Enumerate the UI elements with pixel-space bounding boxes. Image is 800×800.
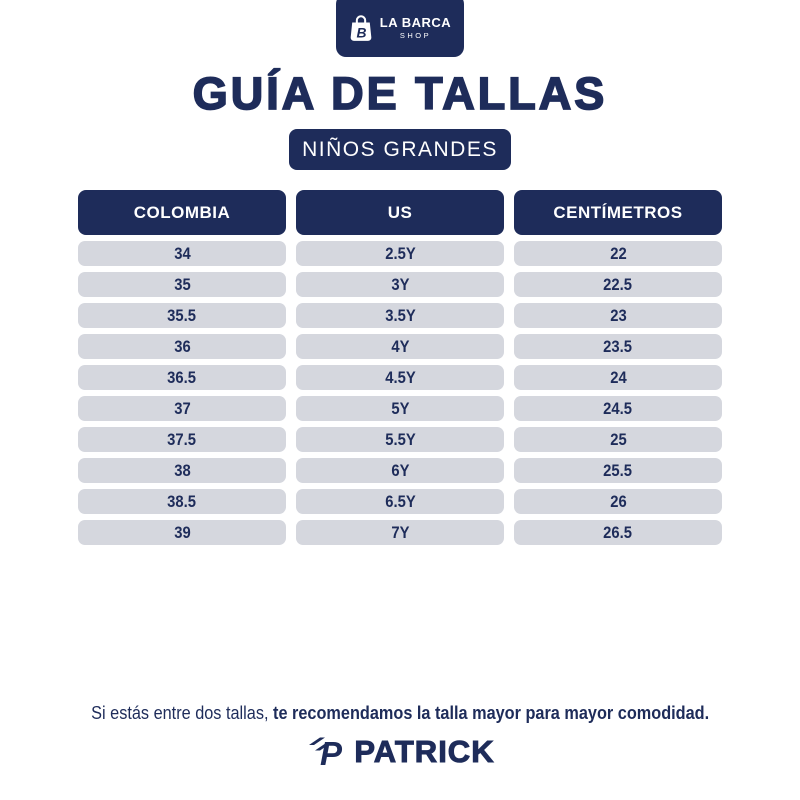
- table-cell: 34: [78, 241, 286, 266]
- table-cell: 2.5Y: [296, 241, 504, 266]
- table-cell: 7Y: [296, 520, 504, 545]
- brand-top-name: LA BARCA: [379, 14, 452, 30]
- table-cell: 6Y: [296, 458, 504, 483]
- table-cell: 39: [78, 520, 286, 545]
- table-cell: 36.5: [78, 365, 286, 390]
- brand-bottom-name: PATRICK: [354, 734, 495, 769]
- table-cell: 6.5Y: [296, 489, 504, 514]
- la-barca-logo: [336, 0, 464, 57]
- table-cell: 35.5: [78, 303, 286, 328]
- table-cell: 26.5: [514, 520, 722, 545]
- fit-note-regular: Si estás entre dos tallas,: [90, 702, 269, 723]
- patrick-logo: [0, 736, 800, 767]
- shopping-bag-icon: [349, 14, 373, 42]
- header-label: COLOMBIA: [133, 202, 231, 222]
- table-cell: 37.5: [78, 427, 286, 452]
- table-cell: 4Y: [296, 334, 504, 359]
- table-cell: 23.5: [514, 334, 722, 359]
- table-header-us: [296, 190, 504, 235]
- table-cell: 5Y: [296, 396, 504, 421]
- table-cell: 35: [78, 272, 286, 297]
- table-cell: 24: [514, 365, 722, 390]
- page-title: GUÍA DE TALLAS: [192, 68, 608, 119]
- table-cell: 5.5Y: [296, 427, 504, 452]
- table-cell: 24.5: [514, 396, 722, 421]
- table-cell: 23: [514, 303, 722, 328]
- svg-text:P: P: [320, 736, 343, 767]
- table-cell: 36: [78, 334, 286, 359]
- patrick-p-icon: [305, 736, 349, 767]
- table-cell: 26: [514, 489, 722, 514]
- table-cell: 25.5: [514, 458, 722, 483]
- table-cell: 3.5Y: [296, 303, 504, 328]
- brand-top-sub: SHOP: [399, 30, 432, 40]
- table-header-centimetros: [514, 190, 722, 235]
- svg-text:B: B: [356, 24, 367, 41]
- size-table: [78, 190, 722, 545]
- fit-note-bold: te recomendamos la talla mayor para mayor comodidad.: [272, 702, 709, 723]
- table-cell: 25: [514, 427, 722, 452]
- table-cell: 38.5: [78, 489, 286, 514]
- header-label: CENTÍMETROS: [553, 202, 683, 222]
- header-label: US: [387, 202, 413, 222]
- table-cell: 3Y: [296, 272, 504, 297]
- table-cell: 37: [78, 396, 286, 421]
- table-cell: 38: [78, 458, 286, 483]
- fit-note: [0, 702, 800, 724]
- table-cell: 22: [514, 241, 722, 266]
- table-cell: 22.5: [514, 272, 722, 297]
- table-cell: 4.5Y: [296, 365, 504, 390]
- table-header-colombia: [78, 190, 286, 235]
- category-badge: NIÑOS GRANDES: [289, 129, 511, 170]
